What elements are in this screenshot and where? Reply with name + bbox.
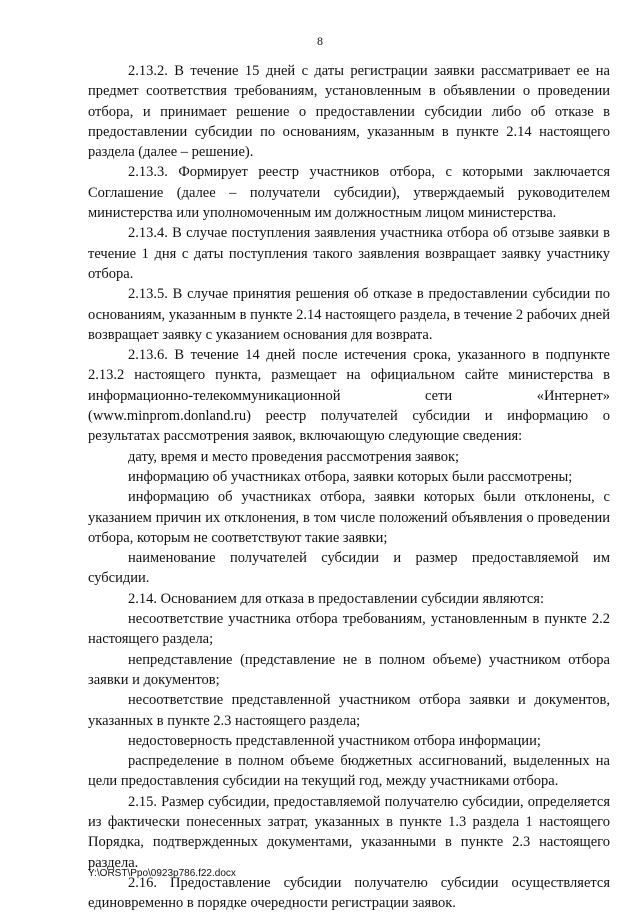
paragraph-2-13-3: 2.13.3. Формирует реестр участников отбора, с которыми заключается Соглашение (далее – получатели субсидии), утверждаемый руководителем министерства или уполномоченным им должностным лицом министерства. (88, 164, 610, 222)
paragraph-2-13-6: 2.13.6. В течение 14 дней после истечения срока, указанного в подпункте 2.13.2 настоящего пункта, размещает на официальном сайте министерства в информационно-телекоммуникационной сети «Интернет» (www.minprom.donland.ru) реестр получателей субсидии и информацию о результатах рассмотрения заявок, включающую следующие сведения: (88, 347, 610, 445)
list-item-document-mismatch: несоответствие представленной участником отбора заявки и документов, указанных в пункте 2.3 настоящего раздела; (88, 692, 610, 729)
list-item-recipients: наименование получателей субсидии и размер предоставляемой им субсидии. (88, 550, 610, 587)
document-body (88, 61, 610, 913)
paragraph-2-15: 2.15. Размер субсидии, предоставляемой получателю субсидии, определяется из фактически понесенных затрат, указанных в пункте 1.3 раздела 1 настоящего Порядка, подтвержденных документами, указанными в пункте 2.3 настоящего раздела. (88, 793, 610, 871)
paragraph-2-13-5: 2.13.5. В случае принятия решения об отказе в предоставлении субсидии по основаниям, указанным в пункте 2.14 настоящего раздела, в течение 2 рабочих дней возвращает заявку с указанием основания для возврата. (88, 286, 610, 343)
page-number: 8 (317, 34, 323, 48)
paragraph-2-13-4: 2.13.4. В случае поступления заявления участника отбора об отзыве заявки в течение 1 дня с даты поступления такого заявления возвращает заявку участнику отбора. (88, 225, 610, 282)
list-item-review-date: дату, время и место проведения рассмотрения заявок; (128, 448, 460, 465)
paragraph-2-16: 2.16. Предоставление субсидии получателю субсидии осуществляется единовременно в порядке очередности регистрации заявок. (88, 874, 610, 912)
list-item-inaccuracy: недостоверность представленной участником отбора информации; (128, 732, 541, 749)
paragraph-2-14: 2.14. Основанием для отказа в предоставлении субсидии являются: (128, 590, 544, 607)
list-item-rejected-participants: информацию об участниках отбора, заявки которых были отклонены, с указанием причин их отклонения, в том числе положений объявления о проведении отбора, которым не соответствуют такие заявки; (88, 489, 610, 546)
list-item-budget-distributed: распределение в полном объеме бюджетных ассигнований, выделенных на цели предоставления субсидии на текущий год, между участниками отбора. (88, 753, 610, 790)
list-item-nonsubmission: непредставление (представление не в полном объеме) участником отбора заявки и документов; (88, 651, 610, 688)
footer-file-path: Y:\ORST\Ppo\0923p786.f22.docx (88, 868, 236, 879)
list-item-noncompliance: несоответствие участника отбора требованиям, установленным в пункте 2.2 настоящего раздела; (88, 611, 610, 648)
paragraph-2-13-2: 2.13.2. В течение 15 дней с даты регистрации заявки рассматривает ее на предмет соответствия требованиям, установленным в объявлении о проведении отбора, и принимает решение о предоставлении субсидии либо об отказе в предоставлении субсидии по основаниям, указанным в пункте 2.14 настоящего раздела (далее – решение). (88, 63, 610, 161)
list-item-reviewed-participants: информацию об участниках отбора, заявки которых были рассмотрены; (128, 468, 573, 485)
